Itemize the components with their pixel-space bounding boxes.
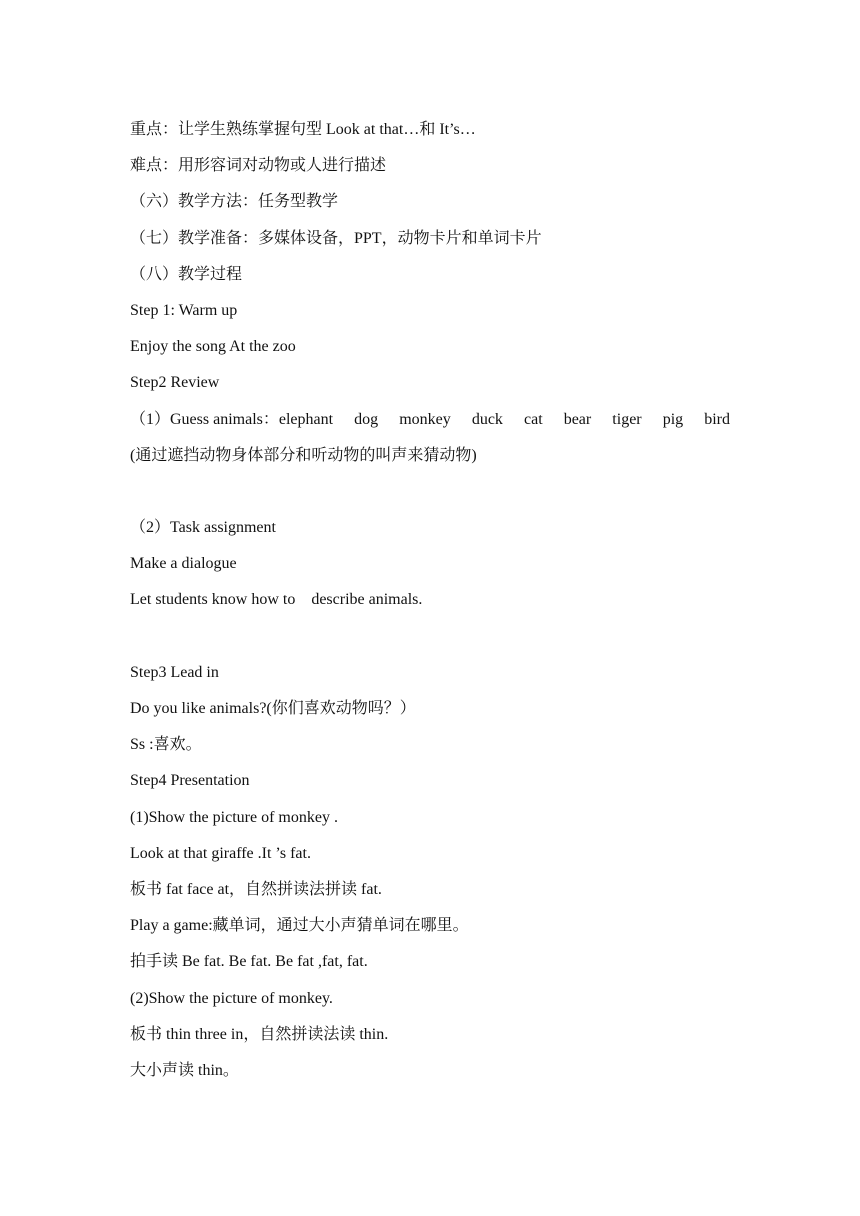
guess-animals-word: pig: [662, 410, 684, 428]
document-line: （2）Task assignment: [130, 519, 276, 537]
document-line: Step 1: Warm up: [130, 301, 238, 319]
guess-animals-word: duck: [471, 410, 503, 428]
document-line: Step4 Presentation: [130, 772, 250, 790]
guess-animals-word: （1）Guess animals：elephant: [130, 410, 334, 428]
document-line: Look at that giraffe .It ’s fat.: [130, 844, 311, 862]
document-line: Ss :喜欢。: [130, 736, 202, 754]
guess-animals-word: bird: [704, 410, 730, 428]
document-line: Enjoy the song At the zoo: [130, 338, 296, 356]
guess-animals-word: cat: [523, 410, 543, 428]
guess-animals-line: [130, 402, 730, 438]
document-line: （八）教学过程: [130, 265, 243, 283]
guess-animals-word: bear: [563, 410, 592, 428]
document-line: (1)Show the picture of monkey .: [130, 808, 338, 826]
document-line: 大小声读 thin。: [130, 1061, 239, 1079]
blank-line: [130, 474, 730, 510]
document-line: Step3 Lead in: [130, 663, 219, 681]
document-line: (2)Show the picture of monkey.: [130, 989, 333, 1007]
document-line: (通过遮挡动物身体部分和听动物的叫声来猜动物): [130, 446, 477, 464]
guess-animals-word: dog: [354, 410, 379, 428]
document-line: Play a game:藏单词，通过大小声猜单词在哪里。: [130, 917, 469, 935]
blank-line: [130, 619, 730, 655]
document-line: 重点：让学生熟练掌握句型 Look at that…和 It’s…: [130, 121, 476, 138]
document-line: Let students know how to describe animals.: [130, 591, 423, 609]
guess-animals-word: monkey: [399, 410, 451, 428]
document-line: （七）教学准备：多媒体设备，PPT，动物卡片和单词卡片: [130, 229, 542, 247]
guess-animals-word: tiger: [612, 410, 642, 428]
document-line: Do you like animals?(你们喜欢动物吗？）: [130, 700, 416, 717]
document-line: 板书 thin three in，自然拼读法读 thin.: [130, 1025, 389, 1043]
document-line: Make a dialogue: [130, 555, 237, 573]
document-line: 板书 fat face at，自然拼读法拼读 fat.: [130, 880, 382, 898]
document-body: [130, 112, 730, 1089]
document-line: 拍手读 Be fat. Be fat. Be fat ,fat, fat.: [130, 953, 368, 971]
document-line: Step2 Review: [130, 374, 220, 392]
document-line: （六）教学方法：任务型教学: [130, 193, 339, 211]
document-line: 难点：用形容词对动物或人进行描述: [130, 157, 387, 175]
